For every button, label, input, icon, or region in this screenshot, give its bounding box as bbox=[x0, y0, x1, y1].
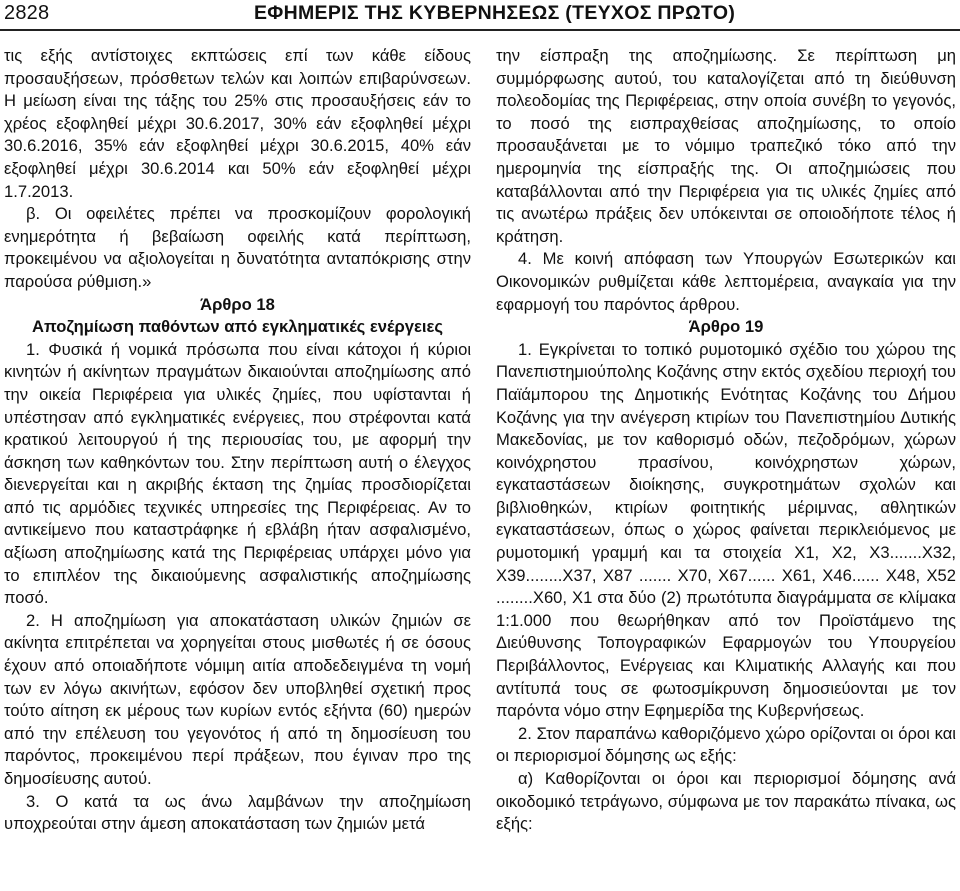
article-19-title: Άρθρο 19 bbox=[688, 317, 764, 337]
paragraph-beta: β. Οι οφειλέτες πρέπει να προσκομίζουν φορολογική ενημερότητα ή βεβαίωση οφειλής κατά περίπτωση, προκειμένου να αξιολογείται η δυνατότητα ανταπόκρισης στην παρούσα ρύθμιση.» bbox=[4, 204, 471, 291]
right-column bbox=[496, 45, 956, 836]
paragraph-19-2a: α) Καθορίζονται οι όροι και περιορισμοί δόμησης ανά οικοδομικό τετράγωνο, σύμφωνα με τον παρακάτω πίνακα, ως εξής: bbox=[496, 769, 956, 834]
page-number: 2828 bbox=[4, 2, 50, 24]
paragraph-continuation: την είσπραξη της αποζημίωσης. Σε περίπτωση μη συμμόρφωσης αυτού, του καταλογίζεται από τη διεύθυνση πολεοδομίας της Περιφέρειας, στην οποία συνέβη το γεγονός, το ποσό της εισπραχθείσας αποζημίωσης, το οποίο προσαυξάνεται με το νόμιμο τραπεζικό τόκο από την ημερομηνία της είσπραξής της. Οι αποζημιώσεις που καταβάλλονται από την Περιφέρεια για τις υλικές ζημίες από τις ανωτέρω πράξεις δεν υπόκεινται σε οποιοδήποτε τέλος ή κράτηση. bbox=[496, 46, 956, 246]
paragraph-19-2: 2. Στον παραπάνω καθοριζόμενο χώρο ορίζονται οι όροι και οι περιορισμοί δόμησης ως εξής: bbox=[496, 723, 956, 766]
article-18-title: Άρθρο 18 bbox=[200, 294, 275, 314]
paragraph-intro: τις εξής αντίστοιχες εκπτώσεις επί των κάθε είδους προσαυξήσεων, πρόσθετων τελών και λοιπών επιβαρύνσεων. Η μείωση είναι της τάξης του 25% στις προσαυξήσεις εάν το χρέος εξοφληθεί μέχρι 30.6.2017, 30% εάν εξοφληθεί μέχρι 30.6.2016, 35% εάν εξοφληθεί μέχρι 30.6.2015, 40% εάν εξοφληθεί μέχρι 30.6.2014 και 50% εάν εξοφληθεί μέχρι 1.7.2013. bbox=[4, 46, 471, 201]
article-18-subtitle: Αποζημίωση παθόντων από εγκληματικές ενέργειες bbox=[32, 317, 443, 337]
left-column bbox=[4, 45, 471, 836]
journal-title: ΕΦΗΜΕΡΙΣ ΤΗΣ ΚΥΒΕΡΝΗΣΕΩΣ (ΤΕΥΧΟΣ ΠΡΩΤΟ) bbox=[254, 2, 736, 24]
paragraph-18-2: 2. Η αποζημίωση για αποκατάσταση υλικών ζημιών σε ακίνητα επιτρέπεται να χορηγείται στους μισθωτές ή σε όσους έχουν από οποιαδήποτε νόμιμη αιτία αποδεδειγμένα τη νομή των εν λόγω ακινήτων, εφόσον δεν υποβληθεί σχετική προς τούτο αίτηση εκ μέρους των κυρίων εντός εξήντα (60) ημερών από την επέλευση του γεγονότος ή από τη δημοσίευση του παρόντος, προκειμένου περί πράξεων, που έγιναν προ της δημοσίευσης αυτού. bbox=[4, 610, 471, 788]
paragraph-18-3: 3. Ο κατά τα ως άνω λαμβάνων την αποζημίωση υποχρεούται στην άμεση αποκατάσταση των ζημιών μετά bbox=[4, 791, 471, 834]
header-rule bbox=[0, 29, 960, 31]
page-header bbox=[0, 0, 960, 30]
paragraph-18-1: 1. Φυσικά ή νομικά πρόσωπα που είναι κάτοχοι ή κύριοι κινητών ή ακίνητων πραγμάτων δικαιούνται αποζημίωσης από την οικεία Περιφέρεια για υλικές ζημίες, που υφίστανται ή υπέστησαν από εγκληματικές ενέργειες, που στρέφονται κατά κρατικού λειτουργού ή της περιουσίας του, με αφορμή την άσκηση των καθηκόντων του. Στην περίπτωση αυτή ο έλεγχος διενεργείται και η ακριβής έκταση της ζημίας προσδιορίζεται από τις αρμόδιες τεχνικές υπηρεσίες της Περιφέρειας. Αν το αντικείμενο που καταστράφηκε ή εβλάβη ήταν ασφαλισμένο, αξίωση αποζημίωσης κατά της Περιφέρειας υπάρχει μόνο για το επιπλέον της δικαιούμενης ασφαλιστικής αποζημίωσης ποσό. bbox=[4, 339, 471, 608]
paragraph-19-1: 1. Εγκρίνεται το τοπικό ρυμοτομικό σχέδιο του χώρου της Πανεπιστημιούπολης Κοζάνης στην εκτός σχεδίου περιοχή του Παϊάμπορου της Δημοτικής Ενότητας Κοζάνης του Δήμου Κοζάνης για την ανέγερση κτιρίων του Πανεπιστημίου Δυτικής Μακεδονίας, με τον καθορισμό οδών, πεζοδρόμων, χώρων κοινόχρηστου πρασίνου, κοινόχρηστων χώρων, εγκαταστάσεων διοίκησης, συγκροτημάτων σχολών και βιβλιοθηκών, κτιρίων φοιτητικής μέριμνας, αθλητικών εγκαταστάσεων, όπως ο χώρος φαίνεται περικλειόμενος με ρυμοτομική γραμμή και τα στοιχεία Χ1, Χ2, Χ3.......Χ32, Χ39........Χ37, Χ87 ....... Χ70, Χ67...... Χ61, Χ46...... Χ48, Χ52 ........Χ60, Χ1 στα δύο (2) πρωτότυπα διαγράμματα σε κλίμακα 1:1.000 που θεωρήθηκαν από τον Προϊστάμενο της Διεύθυνσης Τοπογραφικών Εφαρμογών του Υπουργείου Περιβάλλοντος, Ενέργειας και Κλιματικής Αλλαγής και που αντίτυπά τους σε φωτοσμίκρυνση δημοσιεύονται με τον παρόντα νόμο στην Εφημερίδα της Κυβερνήσεως. bbox=[496, 339, 956, 721]
paragraph-17-4: 4. Με κοινή απόφαση των Υπουργών Εσωτερικών και Οικονομικών ρυθμίζεται κάθε λεπτομέρεια, αναγκαία για την εφαρμογή του παρόντος άρθρου. bbox=[496, 249, 956, 314]
